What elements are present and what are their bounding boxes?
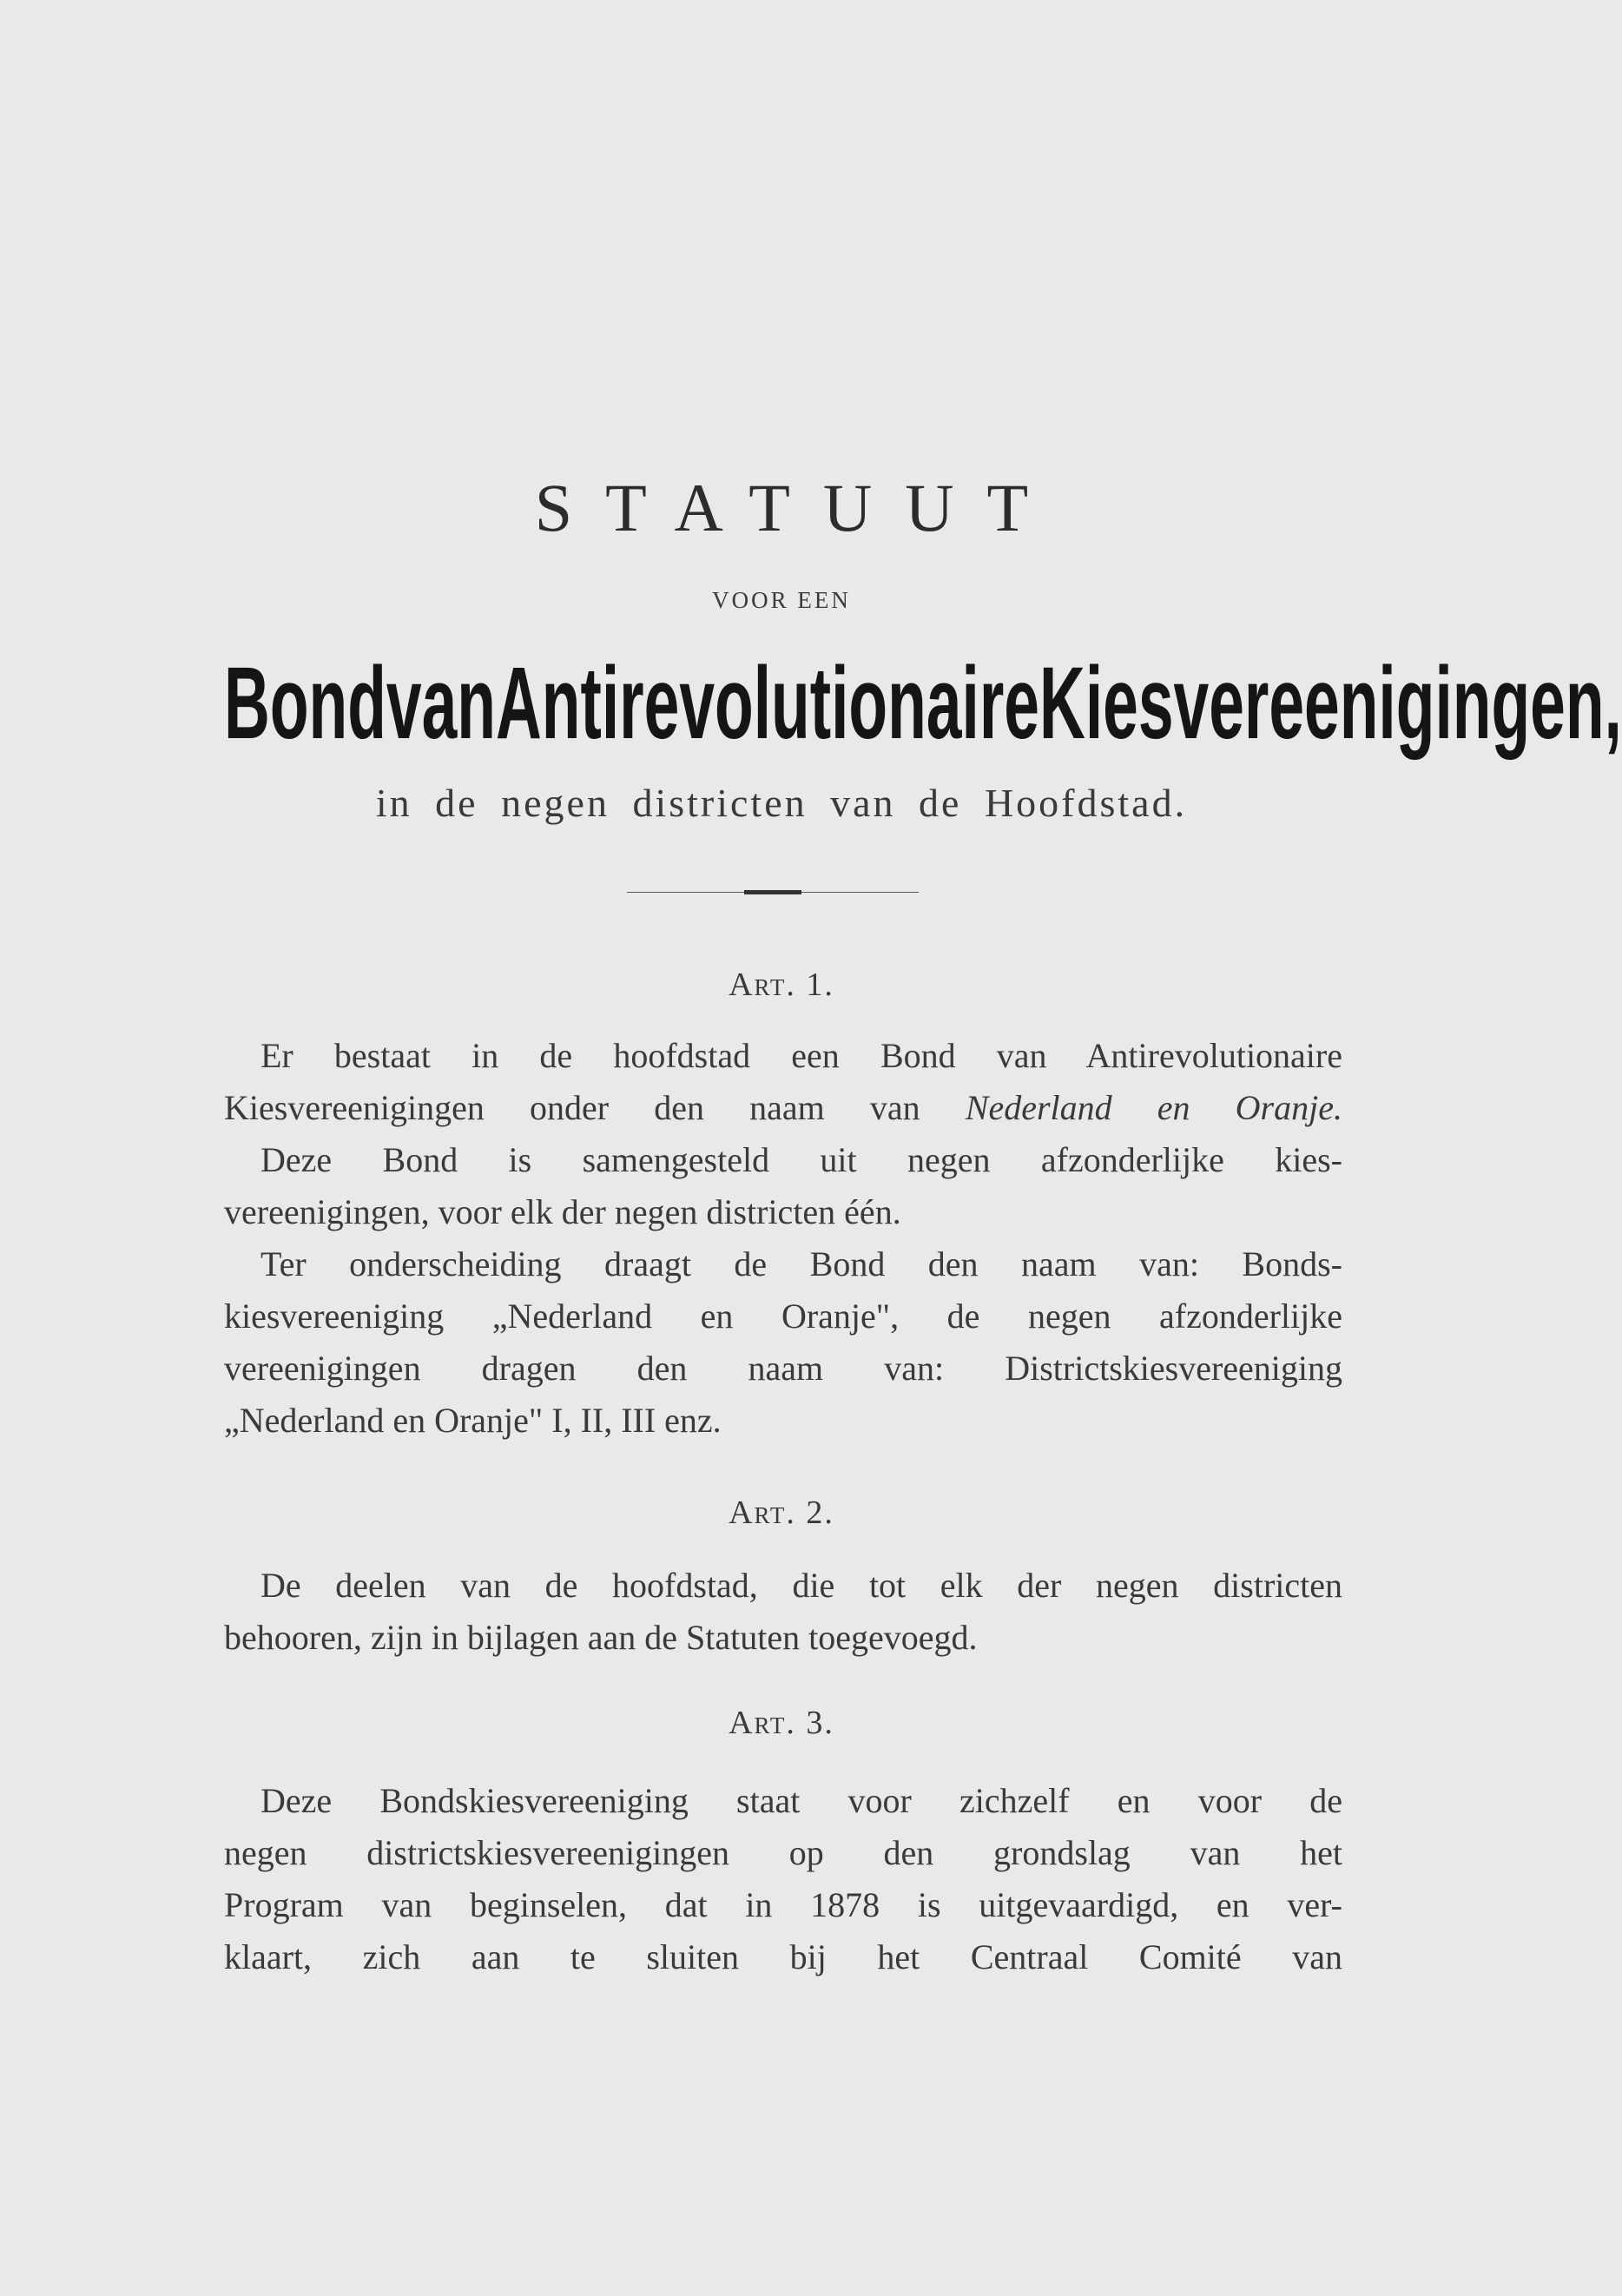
italic-name: Nederland en Oranje. — [965, 1088, 1342, 1127]
voor-een-subtitle: VOOR EEN — [712, 587, 851, 613]
text-line: „Nederland en Oranje" I, II, III enz. — [224, 1401, 722, 1440]
bond-title-word: Kiesvereenigingen, — [1038, 646, 1622, 761]
text-line: klaart, zich aan te sluiten bij het Centraal Comité van — [224, 1937, 1342, 1976]
document-title: STATUUT — [534, 470, 1062, 545]
text-line: Er bestaat in de hoofdstad een Bond van Antirevolutionaire — [260, 1036, 1342, 1075]
text-line: vereenigingen, voor elk der negen districten één. — [224, 1192, 901, 1231]
text-line: Ter onderscheiding draagt de Bond den naam van: Bonds- — [260, 1244, 1342, 1283]
text-line — [224, 1082, 1342, 1134]
text-line: vereenigingen dragen den naam van: Districtskiesvereeniging — [224, 1349, 1342, 1388]
bond-title-word: van — [386, 646, 496, 761]
article-2-heading: Art. 2. — [729, 1494, 834, 1531]
text-line: behooren, zijn in bijlagen aan de Statuten toegevoegd. — [224, 1618, 978, 1657]
bond-title — [224, 643, 1622, 764]
text-line: De deelen van de hoofdstad, die tot elk der negen districten — [260, 1566, 1342, 1605]
text-fragment: Kiesvereenigingen onder den naam van — [224, 1088, 920, 1127]
text-line: Deze Bondskiesvereeniging staat voor zichzelf en voor de — [260, 1781, 1342, 1820]
article-1-heading: Art. 1. — [729, 967, 834, 1003]
article-1-text — [224, 1030, 1342, 1447]
text-line: Deze Bond is samengesteld uit negen afzonderlijke kies- — [260, 1140, 1342, 1179]
text-line: kiesvereeniging „Nederland en Oranje", de negen afzonderlijke — [224, 1296, 1342, 1336]
article-2-text — [224, 1560, 1342, 1664]
bond-title-word: Bond — [224, 646, 386, 761]
article-3-heading: Art. 3. — [729, 1705, 834, 1741]
article-3-text — [224, 1775, 1342, 1983]
bond-title-word: Antirevolutionaire — [495, 646, 1039, 761]
location-line: in de negen districten van de Hoofdstad. — [375, 781, 1188, 825]
ornamental-divider — [627, 890, 919, 895]
text-line: negen districtskiesvereenigingen op den grondslag van het — [224, 1833, 1342, 1872]
text-line: Program van beginselen, dat in 1878 is uitgevaardigd, en ver- — [224, 1885, 1342, 1924]
